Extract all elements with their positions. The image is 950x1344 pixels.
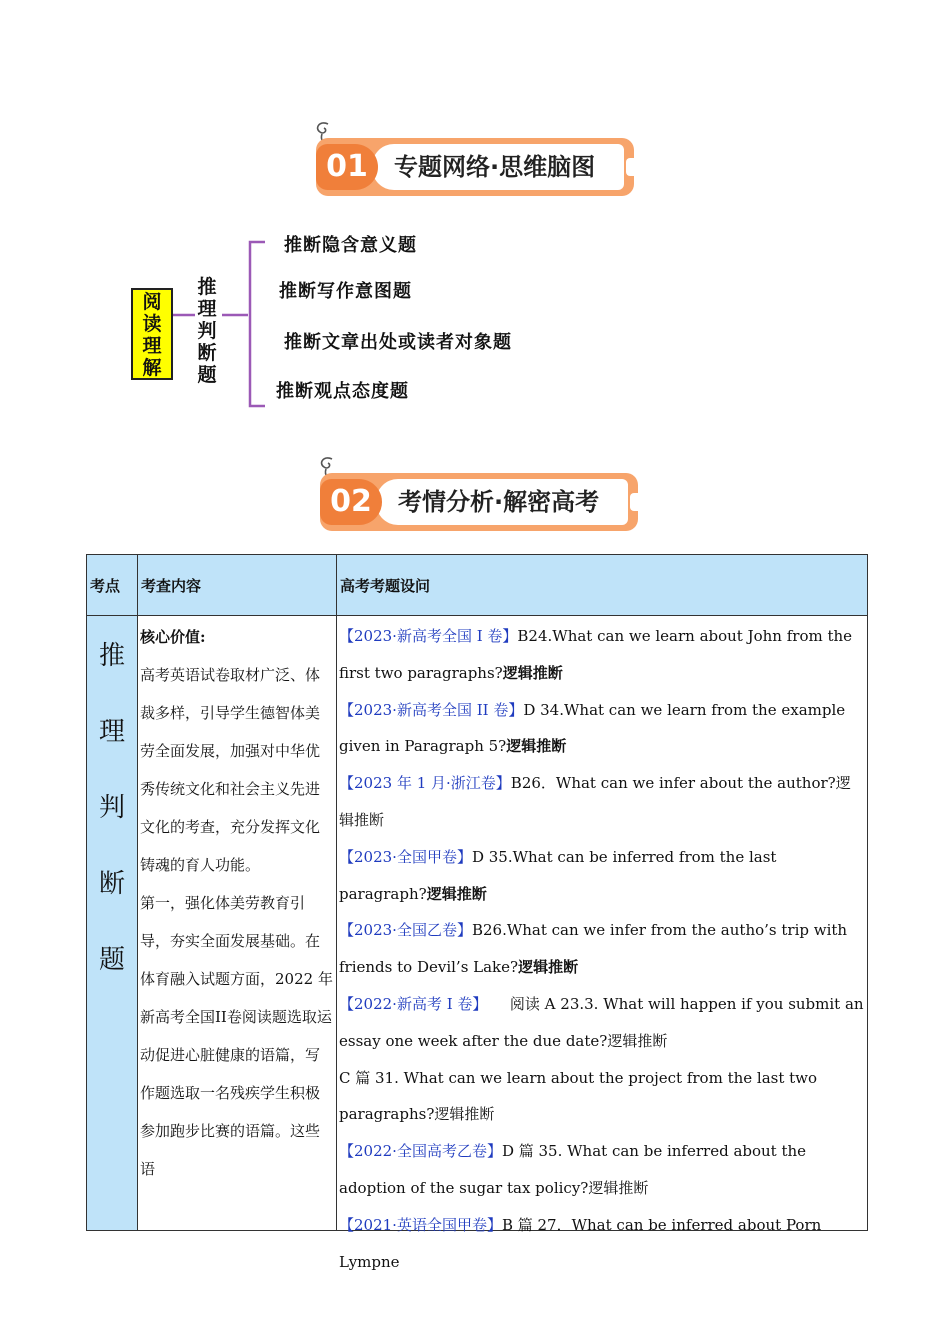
table-row: [87, 616, 868, 1231]
header-content: 考查内容: [138, 555, 337, 616]
mindmap-leaf: 推断文章出处或读者对象题: [284, 332, 512, 353]
mindmap-leaf: 推断隐含意义题: [284, 235, 417, 256]
question-text: 阅读 A 23.3. What will happen if you submit an essay one week after the due date?: [339, 994, 864, 1050]
question-item: [339, 986, 865, 1060]
question-tag: 逻辑推断: [434, 1105, 495, 1124]
question-item: [339, 692, 865, 766]
core-value-label: 核心价值:: [140, 628, 206, 646]
question-source: 【2022·新高考 I 卷】: [339, 994, 480, 1013]
question-source: 【2022·全国高考乙卷】: [339, 1142, 502, 1161]
question-tag: 逻辑推断: [506, 737, 567, 756]
mindmap-branch: 推 理 判 断 题: [197, 276, 217, 386]
question-source: 【2023·全国乙卷】: [339, 921, 472, 940]
question-source: 【2021·英语全国甲卷】: [339, 1215, 502, 1234]
question-tag: 逻辑推断: [426, 884, 487, 903]
question-text: D 篇 35. What can be inferred about the adoption of the sugar tax policy?: [339, 1142, 807, 1197]
question-item: [339, 1207, 865, 1281]
question-tag: 逻辑推断: [339, 774, 851, 829]
mindmap-root: 阅 读 理 解: [131, 288, 173, 380]
section-banner-02: [320, 473, 638, 531]
question-source: 【2023 年 1 月·浙江卷】: [339, 774, 511, 793]
question-text: C 篇 31. What can we learn about the project from the last two paragraphs?: [339, 1068, 818, 1124]
question-item: [339, 765, 865, 839]
question-text: B 篇 27．What can be inferred about Porn Lympne: [339, 1215, 822, 1271]
question-item: [339, 912, 865, 986]
questions-cell: [337, 616, 868, 1271]
mindmap-leaf: 推断写作意图题: [279, 281, 412, 302]
topic-cell: 推 理 判 断 题: [87, 616, 138, 1231]
question-tag: 逻辑推断: [607, 1031, 668, 1050]
question-tag: 逻辑推断: [518, 958, 579, 977]
question-text: B24.What can we learn about John from the first two paragraphs?: [339, 627, 853, 682]
question-item: [339, 618, 865, 692]
content-cell: [138, 616, 337, 1231]
question-source: 【2023·全国甲卷】: [339, 847, 472, 866]
question-item: [339, 839, 865, 913]
question-item: [339, 1133, 865, 1207]
header-topic: 考点: [87, 555, 138, 616]
content-paragraph: 第一，强化体美劳教育引导，夯实全面发展基础。在体育融入试题方面，2022 年新高考全国II卷阅读题选取运动促进心脏健康的语篇，写作题选取一名残疾学生积极参加跑步比赛的语篇。这些语: [140, 894, 333, 1178]
question-text: D 35.What can be inferred from the last paragraph?: [339, 847, 777, 903]
header-questions: 高考考题设问: [337, 555, 868, 616]
question-item: [339, 1060, 865, 1134]
content-paragraph: 高考英语试卷取材广泛、体裁多样，引导学生德智体美劳全面发展，加强对中华优秀传统文化和社会主义先进文化的考查，充分发挥文化铸魂的育人功能。: [140, 666, 321, 874]
question-source: 【2023·新高考全国 I 卷】: [339, 627, 518, 645]
section-number: 01: [316, 144, 378, 190]
question-tag: 逻辑推断: [588, 1178, 649, 1197]
question-tag: 逻辑推断: [502, 663, 563, 682]
question-text: B26.What can we infer from the autho’s trip with friends to Devil’s Lake?: [339, 921, 848, 977]
section-title: 专题网络·思维脑图: [394, 153, 596, 181]
section-title: 考情分析·解密高考: [398, 488, 600, 516]
table-header-row: [87, 555, 868, 616]
question-source: 【2023·新高考全国 II 卷】: [339, 700, 524, 719]
mindmap-leaf: 推断观点态度题: [276, 381, 409, 402]
exam-analysis-table: [86, 554, 868, 1271]
section-number: 02: [320, 479, 382, 525]
question-text: D 34.What can we learn from the example given in Paragraph 5?: [339, 700, 846, 756]
question-text: B26．What can we infer about the author?: [510, 774, 836, 793]
